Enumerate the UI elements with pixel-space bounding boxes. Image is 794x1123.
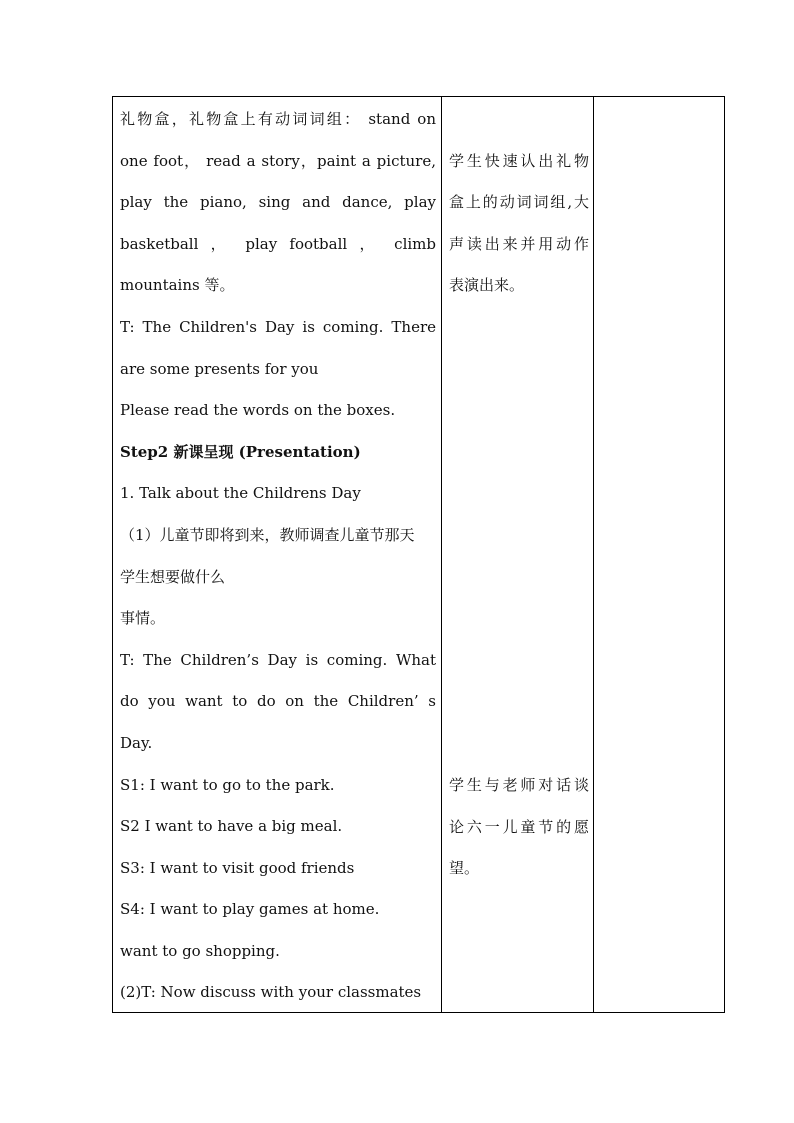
text-line: 表演出来。 — [449, 276, 525, 295]
text-line: （1）儿童节即将到来，教师调查儿童节那天 — [120, 525, 415, 544]
text-line: Please read the words on the boxes. — [120, 401, 396, 420]
text-line: S2 I want to have a big meal. — [120, 817, 343, 836]
text-line: want to go shopping. — [120, 941, 280, 960]
text-line: 声读出来并用动作 — [449, 234, 589, 253]
lesson-plan-table — [112, 96, 725, 1013]
text-line: 盒上的动词词组,大 — [449, 193, 589, 212]
text-line: play the piano, sing and dance, play — [120, 193, 436, 212]
text-line: 1. Talk about the Childrens Day — [120, 484, 361, 503]
text-line: T: The Children's Day is coming. There — [120, 317, 436, 336]
text-line: mountains 等。 — [120, 276, 235, 295]
text-line: 学生想要做什么 — [120, 567, 226, 586]
text-line: S1: I want to go to the park. — [120, 775, 335, 794]
text-line: are some presents for you — [120, 359, 319, 378]
step-heading: Step2 新课呈现 (Presentation) — [120, 442, 361, 461]
column-divider-2 — [593, 97, 594, 1012]
text-line: one foot， read a story，paint a picture, — [120, 151, 436, 170]
text-line: S3: I want to visit good friends — [120, 858, 355, 877]
text-line: 学生快速认出礼物 — [449, 151, 589, 170]
text-line: Day. — [120, 733, 153, 752]
text-line: (2)T: Now discuss with your classmates — [120, 983, 422, 1002]
text-line: basketball ， play football ， climb — [120, 234, 436, 253]
student-activity-block-2 — [449, 765, 589, 890]
text-line: 学生与老师对话谈 — [449, 776, 589, 794]
text-line: T: The Children’s Day is coming. What — [120, 650, 436, 669]
text-line: 事情。 — [120, 609, 166, 628]
text-line: 论六一儿童节的愿 — [449, 817, 589, 836]
text-line: 礼物盒，礼物盒上有动词词组： stand on — [120, 110, 436, 128]
text-line: do you want to do on the Children’ s — [120, 692, 436, 711]
text-line: S4: I want to play games at home. — [120, 900, 380, 919]
student-activity-block-1 — [449, 141, 589, 307]
text-line: 望。 — [449, 859, 480, 878]
column-divider-1 — [441, 97, 442, 1012]
teacher-activity-column — [120, 99, 436, 1014]
